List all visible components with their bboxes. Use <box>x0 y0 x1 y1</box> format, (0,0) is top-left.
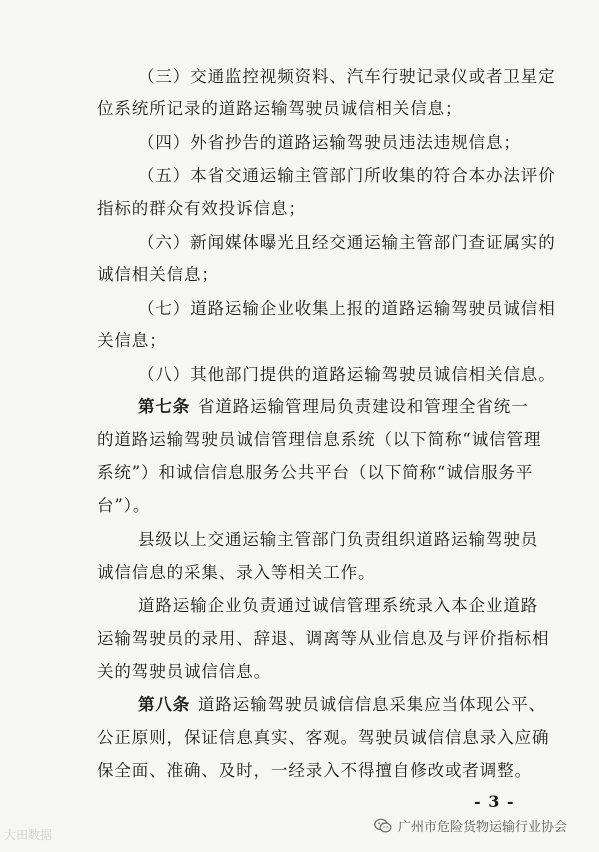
text-line: 指标的群众有效投诉信息； <box>97 199 306 218</box>
text-line: 诚信信息的采集、录入等相关工作。 <box>97 563 376 582</box>
text-line: （六）新闻媒体曝光且经交通运输主管部门查证属实的 <box>138 233 556 252</box>
text-line: 省道路运输管理局负责建设和管理全省统一 <box>198 397 529 416</box>
text-line: 保全面、准确、及时，一经录入不得擅自修改或者调整。 <box>97 761 532 780</box>
text-line: 道路运输企业负责通过诚信管理系统录入本企业道路 <box>138 596 539 615</box>
page-number: - 3 - <box>474 792 515 811</box>
wechat-icon <box>374 818 392 834</box>
text-line: 系统”）和诚信信息服务公共平台（以下简称“诚信服务平 <box>97 463 534 482</box>
watermark-left <box>4 826 52 843</box>
text-line: 公正原则，保证信息真实、客观。驾驶员诚信信息录入应确 <box>97 728 550 747</box>
text-line: 诚信相关信息； <box>97 265 219 284</box>
text-line: （五）本省交通运输主管部门所收集的符合本办法评价 <box>138 166 556 185</box>
text-line: 位系统所记录的道路运输驾驶员诚信相关信息； <box>97 99 463 118</box>
text-line: （三）交通监控视频资料、汽车行驶记录仪或者卫星定 <box>138 67 556 86</box>
text-line: 县级以上交通运输主管部门负责组织道路运输驾驶员 <box>138 530 539 549</box>
text-line: （八）其他部门提供的道路运输驾驶员诚信相关信息。 <box>138 365 556 384</box>
text-line: 的道路运输驾驶员诚信管理信息系统（以下简称“诚信管理 <box>97 430 542 449</box>
text-line: 关的驾驶员诚信信息。 <box>97 662 271 681</box>
text-line: 道路运输驾驶员诚信信息采集应当体现公平、 <box>198 695 546 714</box>
article-7-label: 第七条 <box>138 397 191 416</box>
watermark-right <box>374 816 567 835</box>
text-line: 关信息； <box>97 331 167 350</box>
text-line: 台”）。 <box>97 496 151 515</box>
text-line: （四）外省抄告的道路运输驾驶员违法违规信息； <box>138 133 521 152</box>
article-8-label: 第八条 <box>138 695 191 714</box>
text-line: 运输驾驶员的录用、辞退、调离等从业信息及与评价指标相 <box>97 629 550 648</box>
text-line: （七）道路运输企业收集上报的道路运输驾驶员诚信相 <box>138 299 556 318</box>
watermark-right-text: 广州市危险货物运输行业协会 <box>398 820 568 835</box>
watermark-left-text: 大田数据 <box>4 828 53 842</box>
